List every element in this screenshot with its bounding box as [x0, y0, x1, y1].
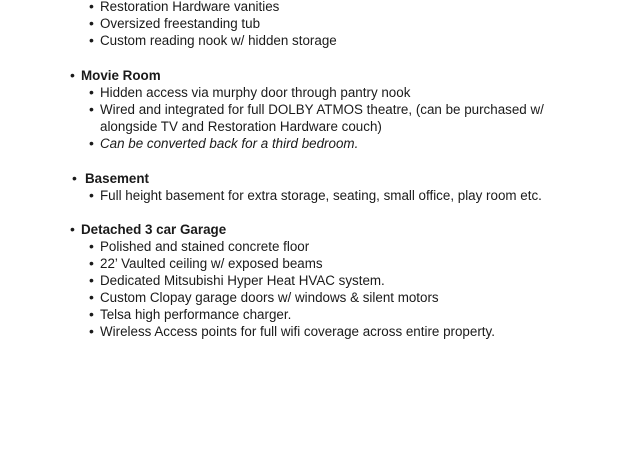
list-item: 22’ Vaulted ceiling w/ exposed beams — [100, 256, 323, 271]
bullet-icon: • — [89, 289, 94, 305]
bullet-icon: • — [89, 84, 94, 100]
bullet-icon: • — [70, 67, 75, 83]
bullet-icon: • — [70, 221, 75, 237]
list-item: Wired and integrated for full DOLBY ATMOS theatre, (can be purchased w/ — [100, 102, 544, 117]
bullet-icon: • — [89, 272, 94, 288]
bullet-icon: • — [89, 238, 94, 254]
bullet-icon: • — [72, 170, 77, 186]
list-item: Hidden access via murphy door through pantry nook — [100, 85, 411, 100]
list-item: Polished and stained concrete floor — [100, 239, 310, 254]
list-item: Oversized freestanding tub — [100, 16, 261, 31]
bullet-icon: • — [89, 306, 94, 322]
list-item: Custom Clopay garage doors w/ windows & silent motors — [100, 290, 439, 305]
section-heading: Detached 3 car Garage — [81, 222, 227, 237]
list-item-continuation: alongside TV and Restoration Hardware couch) — [100, 119, 382, 134]
bullet-icon: • — [89, 0, 94, 14]
bullet-icon: • — [89, 255, 94, 271]
bullet-icon: • — [89, 32, 94, 48]
section-heading: Movie Room — [81, 68, 161, 83]
list-item: Wireless Access points for full wifi coverage across entire property. — [100, 324, 495, 339]
list-item: Can be converted back for a third bedroom. — [100, 136, 359, 151]
list-item: Custom reading nook w/ hidden storage — [100, 33, 337, 48]
list-item: Dedicated Mitsubishi Hyper Heat HVAC system. — [100, 273, 385, 288]
bullet-icon: • — [89, 187, 94, 203]
bullet-icon: • — [89, 101, 94, 117]
list-item: Telsa high performance charger. — [100, 307, 292, 322]
list-item: Full height basement for extra storage, seating, small office, play room etc. — [100, 188, 542, 203]
bullet-icon: • — [89, 135, 94, 151]
bullet-icon: • — [89, 323, 94, 339]
section-heading: Basement — [85, 171, 150, 186]
bullet-icon: • — [89, 15, 94, 31]
list-item: Restoration Hardware vanities — [100, 0, 280, 14]
